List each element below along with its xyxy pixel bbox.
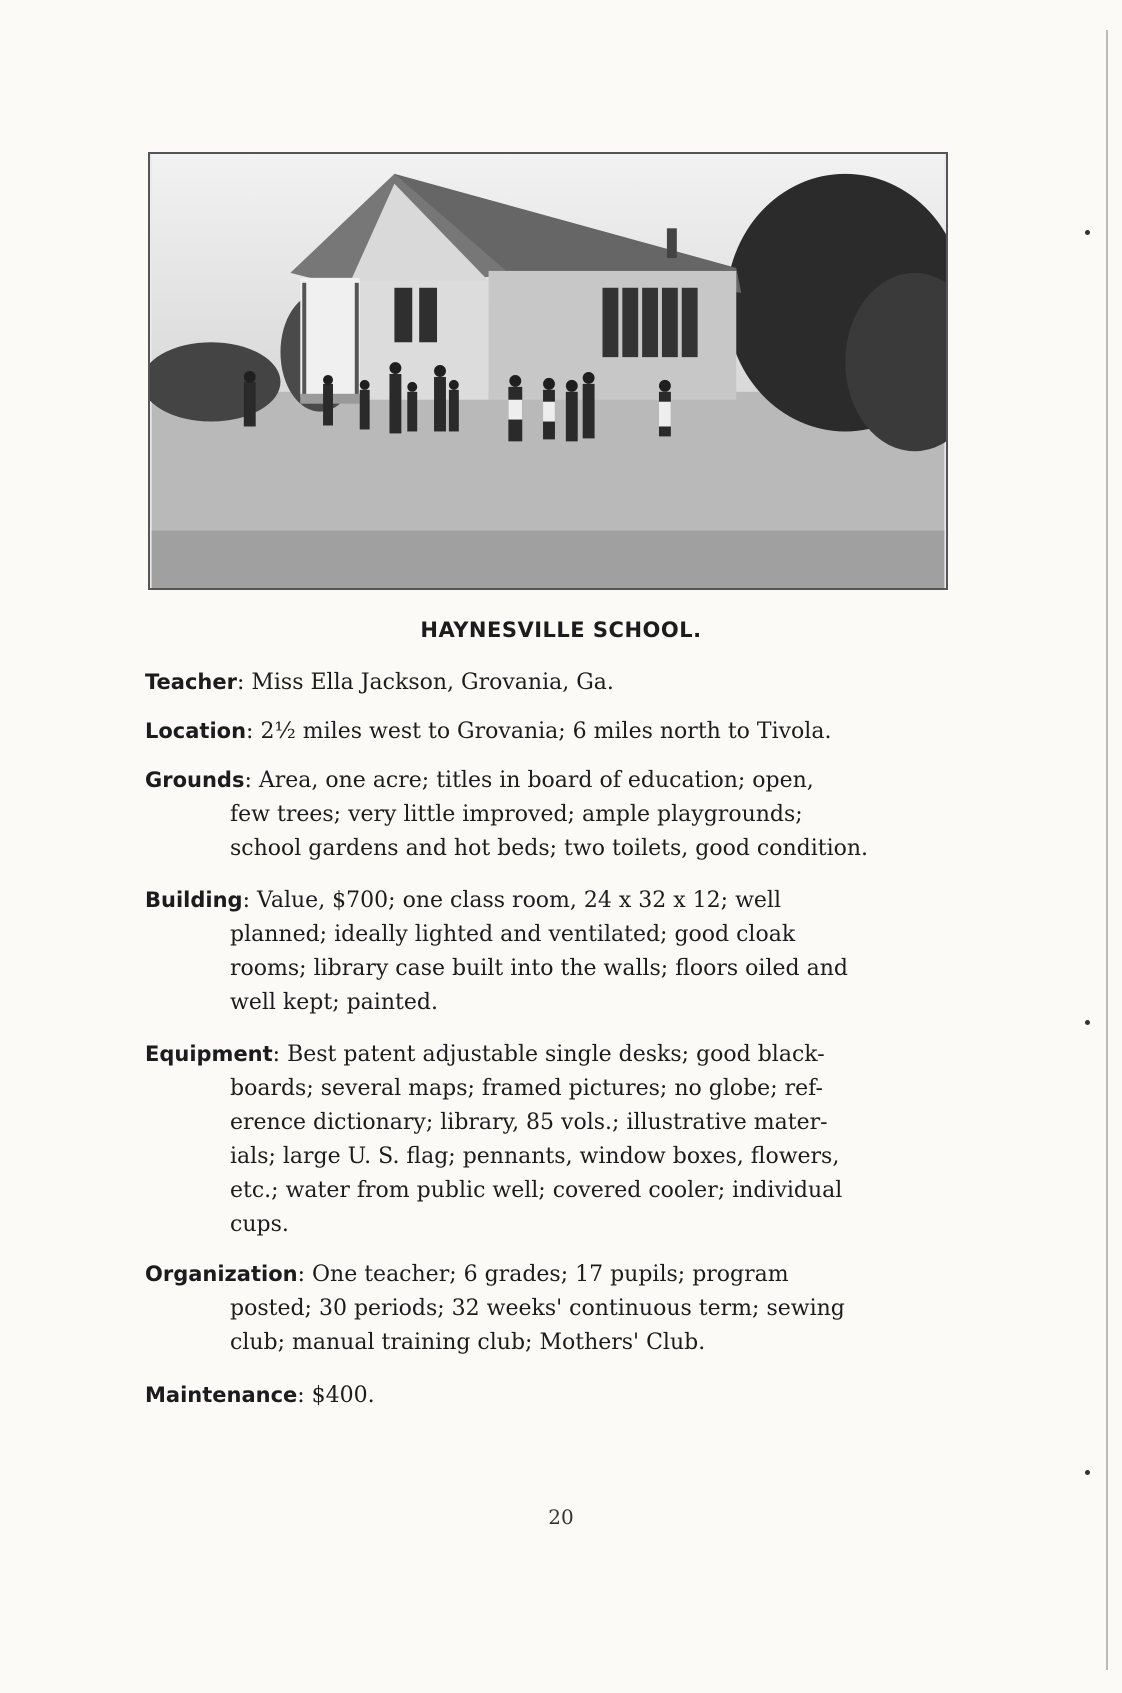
entry-text: school gardens and hot beds; two toilets, good condition. (230, 836, 869, 861)
entry-label: Organization (145, 1262, 298, 1286)
page-title: HAYNESVILLE SCHOOL. (420, 618, 702, 642)
page-number: 20 (548, 1505, 574, 1529)
entry-text: Miss Ella Jackson, Grovania, Ga. (251, 670, 614, 695)
entry-label: Teacher (145, 670, 237, 694)
entry-text: Value, $700; one class room, 24 x 32 x 12; well (256, 888, 781, 913)
scan-speck (1085, 1470, 1090, 1475)
entry-location: Location: 2½ miles west to Grovania; 6 miles north to Tivola. (145, 719, 832, 744)
entry-text: Area, one acre; titles in board of education; open, (258, 768, 814, 793)
page-edge-divider (1106, 30, 1108, 1670)
entry-text: 2½ miles west to Grovania; 6 miles north to Tivola. (260, 719, 832, 744)
entry-text: planned; ideally lighted and ventilated; good cloak (230, 922, 796, 947)
entry-text: erence dictionary; library, 85 vols.; illustrative mater- (230, 1110, 828, 1135)
scan-speck (1085, 230, 1090, 235)
entry-text: Best patent adjustable single desks; good black- (287, 1042, 825, 1067)
scan-speck (1085, 1020, 1090, 1025)
entry-text: club; manual training club; Mothers' Club. (230, 1330, 706, 1355)
entry-label: Building (145, 888, 243, 912)
entry-label: Maintenance (145, 1383, 298, 1407)
entry-text: etc.; water from public well; covered cooler; individual (230, 1178, 843, 1203)
school-photo (148, 152, 948, 590)
entry-label: Equipment (145, 1042, 273, 1066)
entry-text: One teacher; 6 grades; 17 pupils; program (311, 1262, 789, 1287)
entry-text: well kept; painted. (230, 990, 438, 1015)
entry-label: Grounds (145, 768, 245, 792)
entry-equipment: Equipment: Best patent adjustable single desks; good black- boards; several maps; framed pictures; no globe; ref- erence dictionary; library, 85 vols.; illustrative mater- ials; large U. S. flag; pennants, window boxes, flowers, etc.; water from public well; covered cooler; individual cups. (145, 1037, 945, 1242)
entry-text: cups. (230, 1212, 289, 1237)
entry-text: few trees; very little improved; ample playgrounds; (230, 802, 803, 827)
entry-text: posted; 30 periods; 32 weeks' continuous term; sewing (230, 1296, 845, 1321)
entry-label: Location (145, 719, 247, 743)
entry-teacher: Teacher: Miss Ella Jackson, Grovania, Ga. (145, 670, 614, 695)
entry-grounds: Grounds: Area, one acre; titles in board of education; open, few trees; very little improved; ample playgrounds; school gardens and hot beds; two toilets, good condition. (145, 763, 945, 866)
entry-text: ials; large U. S. flag; pennants, window boxes, flowers, (230, 1144, 840, 1169)
schoolhouse-photo-icon (150, 154, 946, 588)
entry-building: Building: Value, $700; one class room, 24 x 32 x 12; well planned; ideally lighted and ventilated; good cloak rooms; library case built into the walls; floors oiled and well kept; painted. (145, 883, 945, 1020)
entry-text: $400. (311, 1383, 375, 1408)
entry-maintenance: Maintenance: $400. (145, 1383, 375, 1408)
entry-text: boards; several maps; framed pictures; no globe; ref- (230, 1076, 823, 1101)
entry-organization: Organization: One teacher; 6 grades; 17 pupils; program posted; 30 periods; 32 weeks' continuous term; sewing club; manual training club; Mothers' Club. (145, 1257, 945, 1360)
entry-text: rooms; library case built into the walls; floors oiled and (230, 956, 848, 981)
